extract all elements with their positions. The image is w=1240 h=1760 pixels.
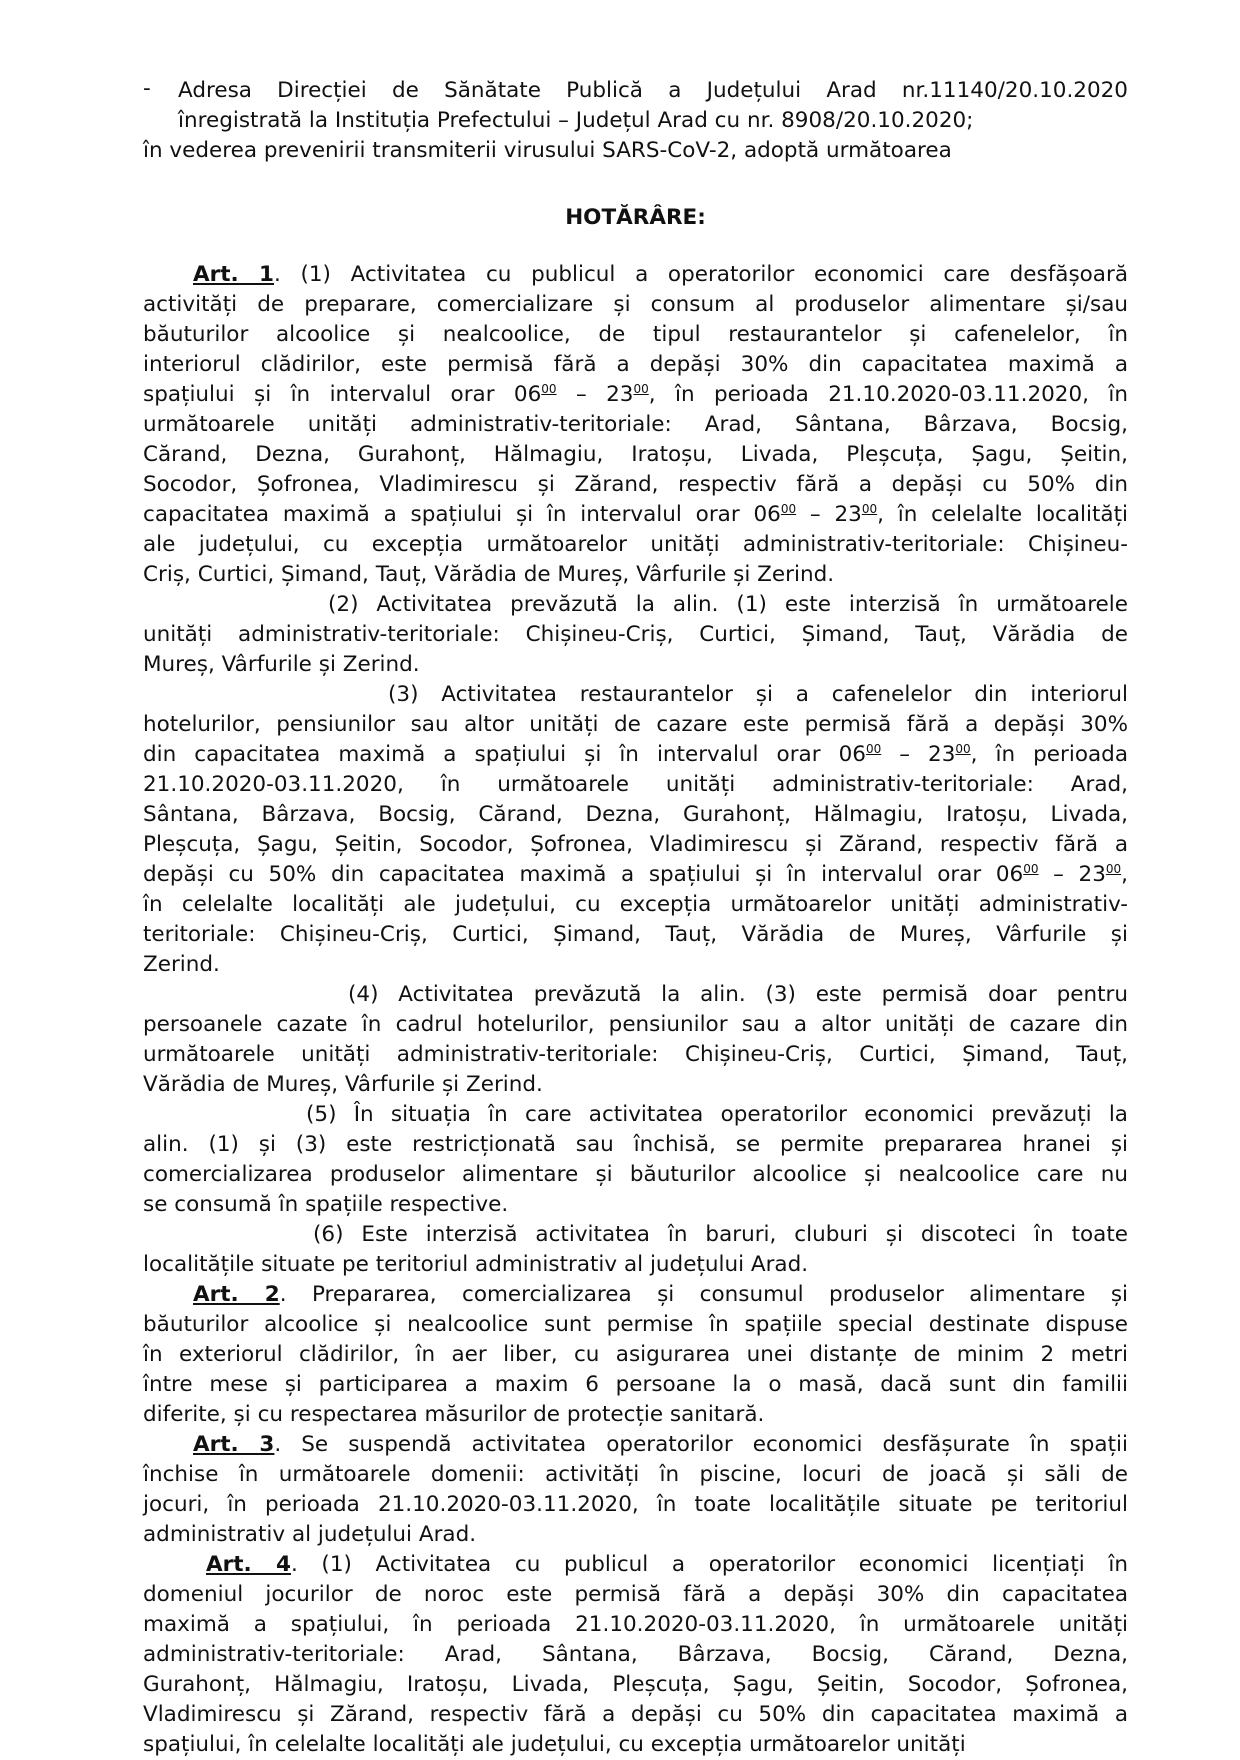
paragraph [143,1280,1128,1430]
text-line: Zerind. [143,952,220,977]
text-line: băuturilor alcoolice și nealcoolice sunt permise în spațiile special destinate dispuse [143,1312,1128,1337]
paragraph [143,1430,1128,1550]
paragraph [143,980,1128,1100]
time-superscript: 00 [541,382,557,396]
article-label: Art. 3 [193,1432,275,1457]
text-line: Pleșcuța, Șagu, Șeitin, Socodor, Șofronea, Vladimirescu și Zărand, respectiv fără a [143,832,1128,857]
text-line: hotelurilor, pensiunilor sau altor unități de cazare este permisă fără a depăși 30% [143,712,1128,737]
time-superscript: 00 [865,742,882,756]
text-line: depăși cu 50% din capacitatea maximă a spațiului și în intervalul orar $06^{00} - 23^{00}$, [143,862,1128,887]
text-line: (3) Activitatea restaurantelor și a cafenelelor din interiorul [388,682,1128,707]
text-line: Adresa Direcției de Sănătate Publică a Județului Arad nr.11140/20.10.2020 [178,78,1128,103]
text-line: interiorul clădirilor, este permisă fără a depăși 30% din capacitatea maximă a [143,352,1128,377]
paragraph [143,260,1128,590]
text-line: Sântana, Bârzava, Bocsig, Cărand, Dezna, Gurahonț, Hălmagiu, Iratoșu, Livada, [143,802,1128,827]
text-line: Cărand, Dezna, Gurahonț, Hălmagiu, Iratoșu, Livada, Pleșcuța, Șagu, Șeitin, [143,442,1128,467]
intro-line: în vederea prevenirii transmiterii virusului SARS-CoV-2, adoptă următoarea [143,138,952,163]
article-label: Art. 1 [193,262,274,287]
bullet-item [178,76,1128,136]
text-line: maximă a spațiului, în perioada 21.10.2020-03.11.2020, în următoarele unități [143,1612,1128,1637]
article-label: Art. 4 [206,1552,291,1577]
bullet-marker: - [143,76,151,101]
text-line: Gurahonț, Hălmagiu, Iratoșu, Livada, Pleșcuța, Șagu, Șeitin, Socodor, Șofronea, [143,1672,1128,1697]
text-line: domeniul jocurilor de noroc este permisă fără a depăși 30% din capacitatea [143,1582,1128,1607]
text-line: comercializarea produselor alimentare și băuturilor alcoolice și nealcoolice care nu [143,1162,1128,1187]
time-superscript: 00 [633,382,649,396]
article-3 [143,1430,1128,1550]
text-line: Criș, Curtici, Șimand, Tauț, Vărădia de Mureș, Vârfurile și Zerind. [143,562,835,587]
article-2 [143,1280,1128,1430]
text-line: Vărădia de Mureș, Vârfurile și Zerind. [143,1072,543,1097]
text-line: ale județului, cu excepția următoarelor unități administrativ-teritoriale: Chișineu- [143,532,1128,557]
text-line: unități administrativ-teritoriale: Chișineu-Criș, Curtici, Șimand, Tauț, Vărădia de [143,622,1128,647]
text-line: în celelalte localități ale județului, cu excepția următoarelor unități administrativ- [143,892,1128,917]
paragraph [143,590,1128,680]
text-line: administrativ-teritoriale: Arad, Sântana, Bârzava, Bocsig, Cărand, Dezna, [143,1642,1128,1667]
text-line: persoanele cazate în cadrul hotelurilor, pensiunilor sau a altor unități de cazare din [143,1012,1128,1037]
text-line: diferite, și cu respectarea măsurilor de protecție sanitară. [143,1402,765,1427]
text-line: în exteriorul clădirilor, în aer liber, cu asigurarea unei distanțe de minim 2 metri [143,1342,1128,1367]
text-line: jocuri, în perioada 21.10.2020-03.11.2020, în toate localitățile situate pe teritoriul [143,1492,1128,1517]
text-line: din capacitatea maximă a spațiului și în intervalul orar $06^{00} - 23^{00}$, în perioada [143,742,1128,767]
text-line: Vladimirescu și Zărand, respectiv fără a depăși cu 50% din capacitatea maximă a [143,1702,1128,1727]
text-line: (6) Este interzisă activitatea în baruri, cluburi și discoteci în toate [313,1222,1128,1247]
text-line: spațiului, în celelalte localități ale județului, cu excepția următoarelor unități [143,1732,966,1757]
text-line: băuturilor alcoolice și nealcoolice, de tipul restaurantelor și cafenelelor, în [143,322,1128,347]
text-line: spațiului și în intervalul orar $06^{00} - 23^{00}$, în perioada 21.10.2020-03.11.2020, în [143,382,1128,407]
text-line: (2) Activitatea prevăzută la alin. (1) este interzisă în următoarele [328,592,1128,617]
text-line: următoarele unități administrativ-teritoriale: Arad, Sântana, Bârzava, Bocsig, [143,412,1128,437]
text-line: Art. 2. Prepararea, comercializarea și consumul produselor alimentare și [193,1282,1128,1307]
text-line: localitățile situate pe teritoriul administrativ al județului Arad. [143,1252,809,1277]
document-title: HOTĂRÂRE: [565,205,706,230]
time-superscript: 00 [780,502,797,516]
paragraph [143,1550,1128,1760]
text-line: Socodor, Șofronea, Vladimirescu și Zărand, respectiv fără a depăși cu 50% din [143,472,1128,497]
text-line: capacitatea maximă a spațiului și în intervalul orar $06^{00} - 23^{00}$, în celelalte localități [143,502,1129,527]
text-line: se consumă în spațiile respective. [143,1192,509,1217]
text-line: Art. 3. Se suspendă activitatea operatorilor economici desfășurate în spații [193,1432,1128,1457]
text-line: Mureș, Vârfurile și Zerind. [143,652,420,677]
time-superscript: 00 [1105,862,1122,876]
text-line: alin. (1) și (3) este restricționată sau închisă, se permite prepararea hranei și [143,1132,1128,1157]
time-superscript: 00 [861,502,878,516]
article-1 [143,260,1128,1280]
paragraph [143,1220,1128,1280]
text-line: următoarele unități administrativ-teritoriale: Chișineu-Criș, Curtici, Șimand, Tauț, [143,1042,1128,1067]
paragraph [143,1100,1128,1220]
text-line: Art. 1. (1) Activitatea cu publicul a operatorilor economici care desfășoară [193,262,1128,287]
time-superscript: 00 [1023,862,1039,876]
document-body [143,260,1128,1760]
text-line: activități de preparare, comercializare și consum al produselor alimentare și/sau [143,292,1128,317]
time-superscript: 00 [955,742,971,756]
text-line: administrativ al județului Arad. [143,1522,477,1547]
article-label: Art. 2 [193,1282,280,1307]
text-line: (4) Activitatea prevăzută la alin. (3) este permisă doar pentru [348,982,1128,1007]
text-line: înregistrată la Instituția Prefectului – Județul Arad cu nr. 8908/20.10.2020; [178,108,974,133]
text-line: Art. 4. (1) Activitatea cu publicul a operatorilor economici licențiați în [206,1552,1128,1577]
article-4 [143,1550,1128,1760]
text-line: 21.10.2020-03.11.2020, în următoarele unități administrativ-teritoriale: Arad, [143,772,1128,797]
text-line: (5) În situația în care activitatea operatorilor economici prevăzuți la [306,1102,1128,1127]
text-line: închise în următoarele domenii: activități în piscine, locuri de joacă și săli de [143,1462,1128,1487]
text-line: între mese și participarea a maxim 6 persoane la o masă, dacă sunt din familii [143,1372,1128,1397]
text-line: teritoriale: Chișineu-Criș, Curtici, Șimand, Tauț, Vărădia de Mureș, Vârfurile și [143,922,1128,947]
paragraph [143,680,1128,980]
